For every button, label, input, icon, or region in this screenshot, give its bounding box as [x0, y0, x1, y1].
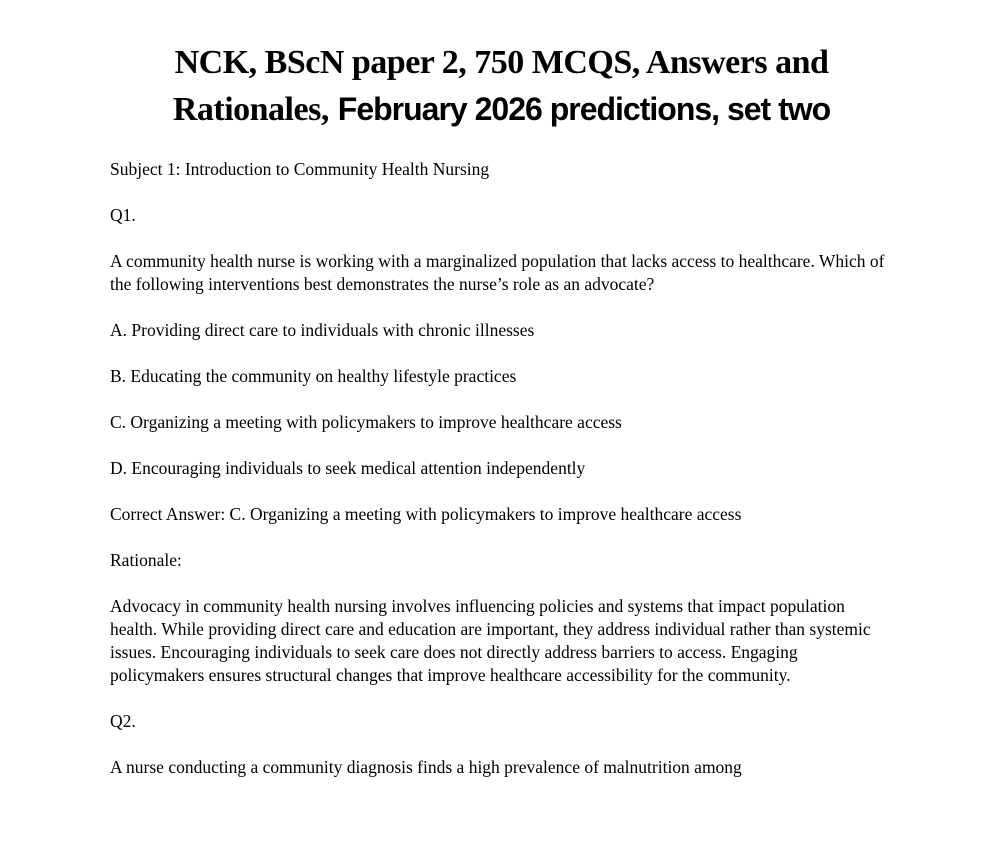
correct-answer: Correct Answer: C. Organizing a meeting with policymakers to improve healthcare access — [110, 504, 742, 524]
answer-option-c: C. Organizing a meeting with policymakers to improve healthcare access — [110, 412, 622, 432]
title-line-2-serif: Rationales, — [172, 91, 329, 128]
answer-option-d: D. Encouraging individuals to seek medical attention independently — [110, 458, 586, 478]
subject-heading: Subject 1: Introduction to Community Health Nursing — [110, 159, 490, 179]
document-body — [110, 158, 888, 779]
question-text: A community health nurse is working with a marginalized population that lacks access to healthcare. Which of the following interventions best demonstrates the nurse’s role as an advocate? — [110, 251, 885, 294]
title-line-2-sans: February 2026 predictions, set two — [337, 91, 831, 127]
question-number: Q2. — [110, 711, 136, 731]
document-page — [0, 40, 1003, 866]
answer-option-a: A. Providing direct care to individuals with chronic illnesses — [110, 320, 535, 340]
question-number: Q1. — [110, 205, 136, 225]
document-title — [55, 40, 948, 133]
rationale-text: Advocacy in community health nursing involves influencing policies and systems that impact population health. While providing direct care and education are important, they address individual rather than systemic issues. Encouraging individuals to seek care does not directly address barriers to access. Engaging policymakers ensures structural changes that improve healthcare accessibility for the community. — [110, 596, 871, 685]
title-line-2 — [55, 86, 948, 133]
question-text: A nurse conducting a community diagnosis finds a high prevalence of malnutrition among — [110, 757, 742, 777]
answer-option-b: B. Educating the community on healthy lifestyle practices — [110, 366, 517, 386]
title-line-1: NCK, BScN paper 2, 750 MCQS, Answers and — [174, 44, 829, 81]
rationale-label: Rationale: — [110, 550, 182, 570]
